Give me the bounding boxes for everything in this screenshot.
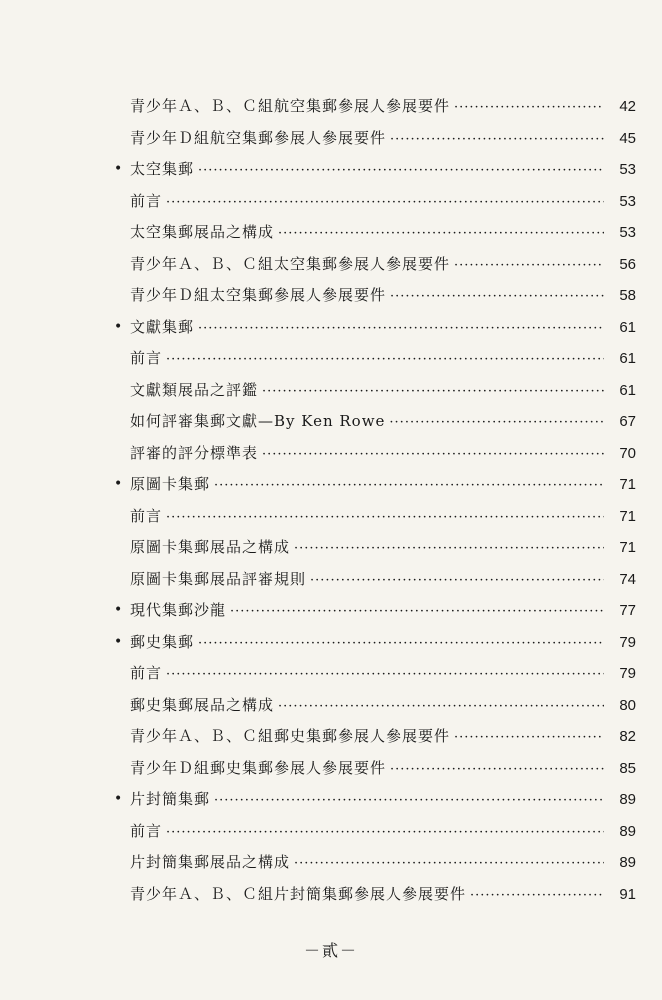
toc-entry[interactable] (130, 126, 636, 150)
toc-entry-page-number: 45 (619, 129, 636, 147)
toc-entry[interactable] (114, 598, 636, 622)
dot-leader (390, 128, 604, 152)
dot-leader (310, 569, 604, 593)
toc-entry-page-number: 89 (619, 791, 636, 808)
toc-entry[interactable] (130, 504, 636, 528)
toc-entry-title: 片封簡集郵展品之構成 (130, 853, 291, 871)
toc-entry-title: 原圖卡集郵 (130, 475, 211, 493)
toc-entry[interactable] (130, 378, 636, 402)
toc-entry-page-number: 89 (619, 822, 636, 840)
dot-leader (390, 285, 604, 309)
toc-entry-page-number: 53 (619, 192, 636, 210)
dot-leader (166, 821, 604, 845)
toc-entry-title: 郵史集郵展品之構成 (130, 695, 275, 714)
toc-entry-title: 前言 (130, 664, 163, 682)
toc-entry-page-number: 80 (619, 696, 636, 714)
toc-entry-page-number: 74 (619, 570, 636, 588)
toc-entry-page-number: 85 (619, 759, 636, 777)
toc-entry-title: 青少年Ｄ組航空集郵參展人參展要件 (130, 128, 387, 147)
toc-entry[interactable] (130, 693, 636, 717)
toc-entry-title: 原圖卡集郵展品之構成 (130, 538, 291, 556)
dot-leader (278, 222, 604, 246)
section-bullet-icon: • (114, 318, 123, 335)
dot-leader (294, 852, 604, 876)
toc-entry[interactable] (130, 346, 636, 370)
toc-entry[interactable] (130, 850, 636, 874)
toc-entry-page-number: 42 (619, 98, 636, 115)
toc-entry[interactable] (130, 220, 636, 244)
page-footer-number: －貳－ (303, 941, 358, 960)
dot-leader (198, 632, 604, 656)
dot-leader (230, 600, 604, 624)
dot-leader (454, 96, 604, 120)
section-bullet-icon: • (114, 633, 123, 650)
toc-entry-page-number: 91 (619, 885, 636, 903)
toc-entry-page-number: 56 (619, 255, 636, 273)
toc-entry-page-number: 67 (619, 413, 636, 430)
dot-leader (390, 758, 604, 782)
toc-entry-title: 太空集郵展品之構成 (130, 223, 275, 241)
toc-entry-title: 前言 (130, 191, 163, 210)
section-bullet-icon: • (114, 476, 123, 492)
toc-entry-title: 如何評審集郵文獻—By Ken Rowe (130, 412, 386, 430)
toc-entry-page-number: 70 (619, 444, 636, 462)
toc-entry-page-number: 61 (619, 350, 636, 367)
dot-leader (166, 663, 604, 687)
dot-leader (278, 695, 604, 719)
toc-entry-page-number: 61 (619, 318, 636, 336)
toc-entry-title: 前言 (130, 821, 163, 840)
toc-entry[interactable] (130, 661, 636, 685)
toc-entry[interactable] (130, 724, 636, 748)
toc-entry[interactable] (114, 787, 636, 811)
section-bullet-icon: • (114, 791, 123, 807)
dot-leader (262, 380, 604, 404)
toc-entry-title: 青少年Ａ、Ｂ、Ｃ組郵史集郵參展人參展要件 (130, 727, 451, 745)
dot-leader (166, 506, 604, 530)
toc-entry-title: 現代集郵沙龍 (130, 601, 227, 619)
dot-leader (198, 317, 604, 341)
dot-leader (454, 726, 604, 750)
toc-entry-page-number: 71 (619, 539, 636, 556)
toc-entry-page-number: 89 (619, 854, 636, 871)
toc-entry-page-number: 77 (619, 602, 636, 619)
toc-entry-page-number: 53 (619, 224, 636, 241)
toc-entry[interactable] (130, 756, 636, 780)
toc-entry-page-number: 82 (619, 728, 636, 745)
toc-entry[interactable] (130, 441, 636, 465)
dot-leader (389, 411, 604, 435)
toc-entry[interactable] (114, 315, 636, 339)
toc-entry-title: 青少年Ｄ組太空集郵參展人參展要件 (130, 286, 387, 304)
dot-leader (166, 348, 604, 372)
toc-entry-title: 青少年Ａ、Ｂ、Ｃ組航空集郵參展人參展要件 (130, 97, 451, 115)
toc-entry[interactable] (130, 882, 636, 906)
toc-entry[interactable] (130, 535, 636, 559)
dot-leader (262, 443, 604, 467)
dot-leader (214, 474, 604, 498)
toc-entry-page-number: 71 (619, 507, 636, 525)
toc-entry-page-number: 71 (619, 476, 636, 493)
toc-entry[interactable] (130, 94, 636, 118)
toc-entry[interactable] (130, 252, 636, 276)
toc-entry-title: 文獻集郵 (130, 317, 195, 336)
section-bullet-icon: • (114, 161, 123, 177)
toc-entry-page-number: 79 (619, 633, 636, 651)
toc-entry-title: 青少年Ｄ組郵史集郵參展人參展要件 (130, 758, 387, 777)
toc-entry-title: 前言 (130, 506, 163, 525)
toc-entry-title: 郵史集郵 (130, 632, 195, 651)
toc-entry-title: 原圖卡集郵展品評審規則 (130, 569, 307, 588)
toc-entry-title: 青少年Ａ、Ｂ、Ｃ組太空集郵參展人參展要件 (130, 254, 451, 273)
toc-entry-title: 青少年Ａ、Ｂ、Ｃ組片封簡集郵參展人參展要件 (130, 884, 467, 903)
toc-entry-page-number: 61 (619, 381, 636, 399)
dot-leader (214, 789, 604, 813)
dot-leader (294, 537, 604, 561)
toc-entry[interactable] (130, 189, 636, 213)
toc-entry[interactable] (130, 567, 636, 591)
toc-entry[interactable] (114, 472, 636, 496)
toc-entry-page-number: 53 (619, 161, 636, 178)
toc-entry[interactable] (114, 630, 636, 654)
dot-leader (198, 159, 604, 183)
dot-leader (454, 254, 604, 278)
toc-entry-title: 評審的評分標準表 (130, 443, 259, 462)
toc-entry[interactable] (114, 157, 636, 181)
toc-entry-page-number: 58 (619, 287, 636, 304)
toc-entry[interactable] (130, 409, 636, 433)
dot-leader (166, 191, 604, 215)
toc-entry[interactable] (130, 819, 636, 843)
toc-entry-page-number: 79 (619, 665, 636, 682)
toc-entry[interactable] (130, 283, 636, 307)
toc-entry-title: 文獻類展品之評鑑 (130, 380, 259, 399)
toc-entry-title: 前言 (130, 349, 163, 367)
dot-leader (470, 884, 604, 908)
toc-entry-title: 片封簡集郵 (130, 790, 211, 808)
toc-entry-title: 太空集郵 (130, 160, 195, 178)
section-bullet-icon: • (114, 602, 123, 618)
